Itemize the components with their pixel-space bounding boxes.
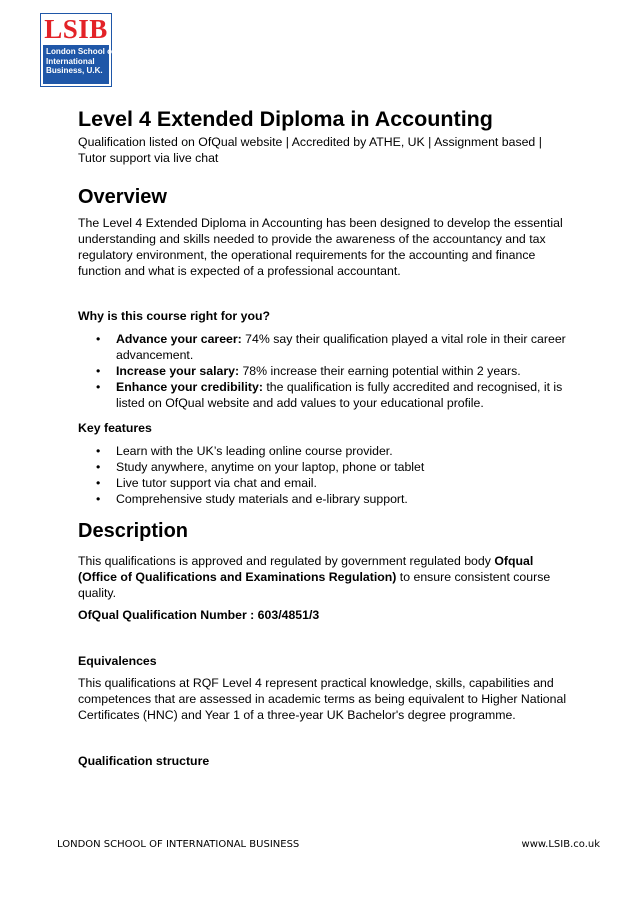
why-heading: Why is this course right for you? <box>78 309 270 323</box>
list-item <box>78 363 568 379</box>
list-item-bold: Advance your career: <box>116 332 242 346</box>
overview-heading: Overview <box>78 186 167 208</box>
overview-text: The Level 4 Extended Diploma in Accounting has been designed to develop the essential understanding and skills needed to provide the awareness of the accountancy and tax regulatory environment, the operational requirements for the accounting and finance function and what is expected of a professional accountant. <box>78 216 563 278</box>
list-item <box>78 491 568 507</box>
list-item-bold: Enhance your credibility: <box>116 380 263 394</box>
bullet-icon: • <box>96 444 101 458</box>
list-item <box>78 443 568 459</box>
bullet-icon: • <box>96 460 101 474</box>
list-item <box>78 379 568 411</box>
bullet-icon: • <box>96 476 101 490</box>
logo-line-3: Business, U.K. <box>46 66 103 76</box>
list-item <box>78 459 568 475</box>
page-title: Level 4 Extended Diploma in Accounting <box>78 107 493 131</box>
list-item-bold: Increase your salary: <box>116 364 240 378</box>
key-features-list <box>78 443 568 507</box>
equivalences-heading: Equivalences <box>78 654 157 668</box>
document-body <box>78 106 568 769</box>
key-features-heading: Key features <box>78 421 152 435</box>
description-text <box>78 553 568 601</box>
list-item <box>78 331 568 363</box>
list-item-text: 78% increase their earning potential within 2 years. <box>239 364 521 378</box>
list-item <box>78 475 568 491</box>
list-item-text: the qualification is fully accredited and recognised, it is listed on OfQual website and add values to your educational profile. <box>116 380 563 410</box>
page-subtitle: Qualification listed on OfQual website | Accredited by ATHE, UK | Assignment based | Tutor support via live chat <box>78 135 542 165</box>
footer-school-name: LONDON SCHOOL OF INTERNATIONAL BUSINESS <box>57 839 300 850</box>
ofqual-name: Ofqual (Office of Qualifications and Examinations Regulation) <box>78 554 534 584</box>
logo-school-name <box>43 45 115 84</box>
list-item-text: Comprehensive study materials and e-library support. <box>116 492 408 506</box>
list-item-text: 74% say their qualification played a vital role in their career advancement. <box>116 332 566 362</box>
lsib-logo <box>40 13 115 87</box>
logo-line-1: London School of <box>46 47 115 56</box>
footer-website: www.LSIB.co.uk <box>521 839 600 850</box>
bullet-icon: • <box>96 332 101 346</box>
logo-line-2: International <box>46 56 95 66</box>
list-item-text: Study anywhere, anytime on your laptop, phone or tablet <box>116 460 425 474</box>
description-text-before: This qualifications is approved and regulated by government regulated body <box>78 554 495 568</box>
bullet-icon: • <box>96 492 101 506</box>
list-item-text: Learn with the UK’s leading online course provider. <box>116 444 393 458</box>
qualification-number: OfQual Qualification Number : 603/4851/3 <box>78 608 320 622</box>
bullet-icon: • <box>96 364 101 378</box>
equivalences-text: This qualifications at RQF Level 4 represent practical knowledge, skills, capabilities and competences that are assessed in academic terms as being equivalent to Higher National Certificates (HNC) and Year 1 of a three-year UK Bachelor's degree programme. <box>78 676 567 722</box>
list-item-text: Live tutor support via chat and email. <box>116 476 317 490</box>
logo-acronym: LSIB <box>44 14 108 44</box>
qualification-structure-heading: Qualification structure <box>78 754 210 768</box>
description-heading: Description <box>78 520 189 542</box>
bullet-icon: • <box>96 380 101 394</box>
why-list <box>78 331 568 411</box>
description-text-after: to ensure consistent course quality. <box>78 570 551 600</box>
